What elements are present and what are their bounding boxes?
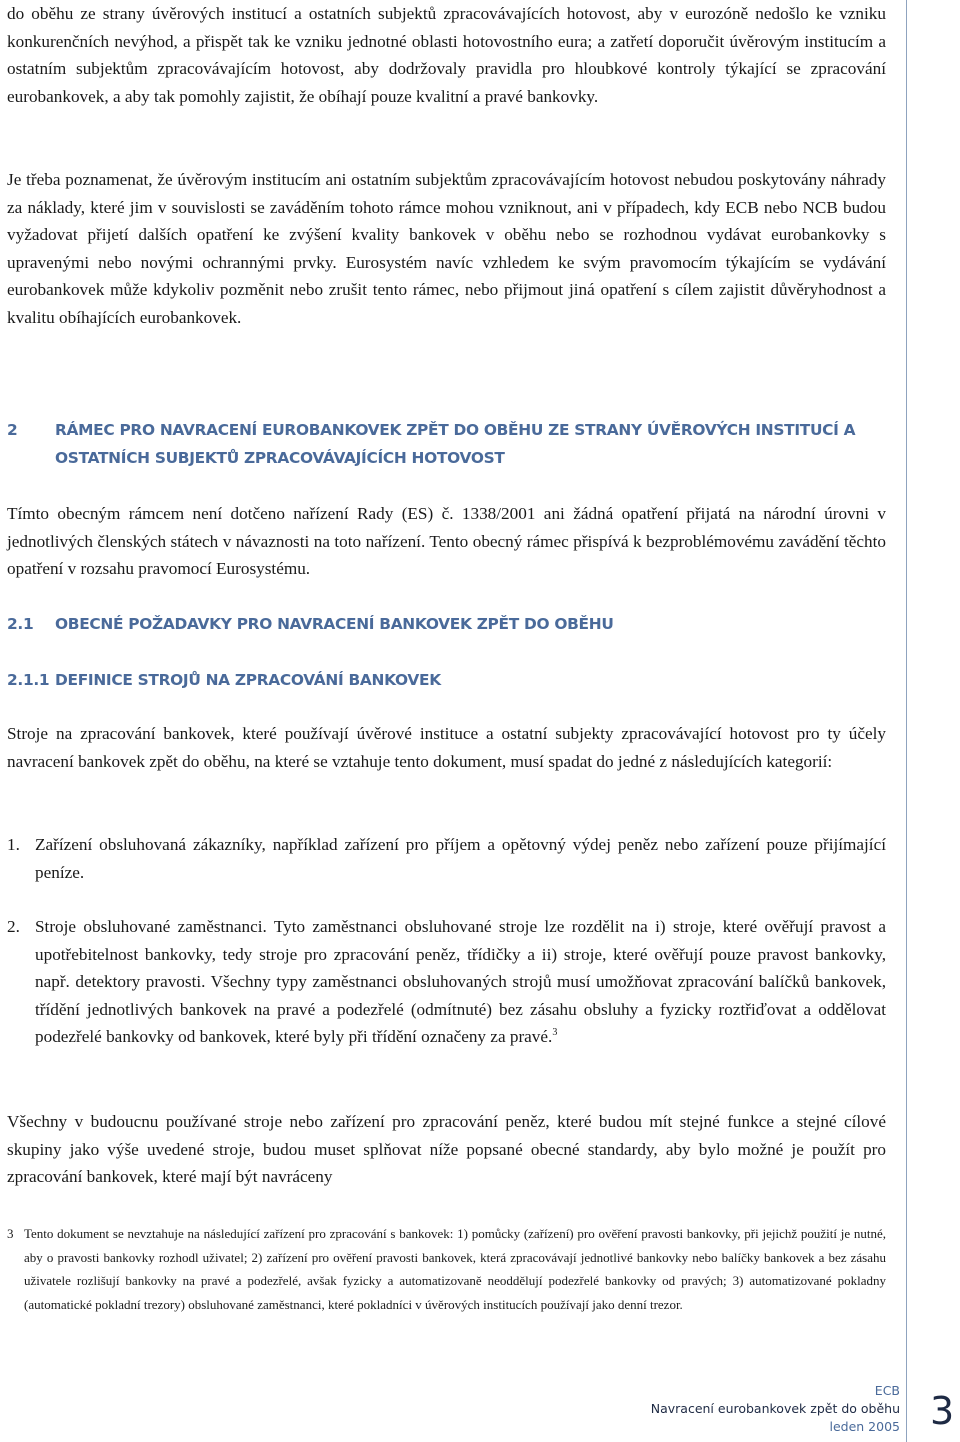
list-number: 1.	[7, 835, 20, 854]
list-item-2	[7, 913, 886, 1051]
footer-date: leden 2005	[829, 1419, 900, 1434]
footer-document-title: Navracení eurobankovek zpět do oběhu	[650, 1401, 900, 1416]
footer-org: ECB	[874, 1383, 900, 1398]
footnote-3	[7, 1222, 886, 1317]
section-heading-2	[7, 416, 886, 472]
paragraph-intro-continuation: do oběhu ze strany úvěrových institucí a ostatních subjektů zpracovávajících hotovost, aby v eurozóně nedošlo ke vzniku konkurenčních nevýhod, a přispět tak ke vzniku jednotné oblasti hotovostního eura; a zatřetí doporučit úvěrovým institucím a ostatním subjektům zpracovávajícím hotovost, aby dodržovaly pravidla pro hloubkové kontroly týkající se zpracování eurobankovek, a aby tak pomohly zajistit, že obíhají pouze kvalitní a pravé bankovky.	[7, 4, 886, 106]
section-number: 2	[7, 421, 18, 439]
list-number: 2.	[7, 917, 20, 936]
footnote-reference[interactable]: 3	[552, 1026, 558, 1038]
section-title: OBECNÉ POŽADAVKY PRO NAVRACENÍ BANKOVEK ZPĚT DO OBĚHU	[55, 615, 614, 633]
paragraph-compensation-note: Je třeba poznamenat, že úvěrovým institucím ani ostatním subjektům zpracovávajícím hotovost nebudou poskytovány náhrady za náklady, které jim v souvislosti se zaváděním tohoto rámce mohou vzniknout, ani v případech, kdy ECB nebo NCB budou vyžadovat přijetí dalších opatření ke zvýšení kvality bankovek v oběhu nebo se rozhodnou vydávat eurobankovky s upravenými nebo novými ochrannými prvky. Eurosystém navíc vzhledem ke svým pravomocím týkajícím se vydávání eurobankovek může kdykoliv pozměnit nebo zrušit tento rámec, nebo přijmout jiná opatření s cílem zajistit důvěryhodnost a kvalitu obíhajících eurobankovek.	[7, 170, 886, 327]
section-title: DEFINICE STROJŮ NA ZPRACOVÁNÍ BANKOVEK	[55, 671, 441, 689]
footnote-text: Tento dokument se nevztahuje na následující zařízení pro zpracování s bankovek: 1) pomůcky (zařízení) pro ověření pravosti bankovky, při jejichž použití je nutné, aby o pravosti bankovky rozhodl uživatel; 2) zařízení pro ověření pravosti bankovek, která zpracovávají jednotlivé bankovky nebo balíčky bankovek a bez zásahu uživatele rozlišují bankovky na pravé a podezřelé, avšak fyzicky a automatizovaně neoddělují podezřelé bankovky od pravých; 3) automatizované pokladny (automatické pokladní trezory) obsluhované zaměstnanci, které pokladníci v úvěrových institucích používají jako denní trezor.	[24, 1226, 886, 1313]
page-margin-rule	[906, 0, 907, 1442]
paragraph-machine-categories-intro: Stroje na zpracování bankovek, které používají úvěrové instituce a ostatní subjekty zpracovávající hotovost pro ty účely navracení bankovek zpět do oběhu, na které se vztahuje tento dokument, musí spadat do jedné z následujících kategorií:	[7, 724, 886, 771]
list-text: Stroje obsluhované zaměstnanci. Tyto zaměstnanci obsluhované stroje lze rozdělit na i) stroje, které ověřují pravost a upotřebitelnost bankovky, tedy stroje pro zpracování peněz, třídičky a ii) stroje, které ověřují pouze pravost bankovky, např. detektory pravosti. Všechny typy zaměstnanci obsluhovaných strojů musí umožňovat zpracování balíčků bankovek, třídění jednotlivých bankovek na pravé a podezřelé (odmítnuté) bez zásahu obsluhy a fyzicky roztřiďovat a oddělovat podezřelé bankovky od bankovek, které byly při třídění označeny za pravé.	[35, 917, 886, 1047]
section-number: 2.1	[7, 615, 34, 633]
section-title: RÁMEC PRO NAVRACENÍ EUROBANKOVEK ZPĚT DO OBĚHU ZE STRANY ÚVĚROVÝCH INSTITUCÍ A OSTATNÍCH SUBJEKTŮ ZPRACOVÁVAJÍCÍCH HOTOVOST	[55, 421, 856, 467]
list-text-wrapper	[35, 913, 886, 1051]
paragraph-regulation-note: Tímto obecným rámcem není dotčeno nařízení Rady (ES) č. 1338/2001 ani žádná opatření přijatá na národní úrovni v jednotlivých členských státech v návaznosti na toto nařízení. Tento obecný rámec přispívá k bezproblémovému zavádění těchto opatření v rozsahu pravomocí Eurosystému.	[7, 504, 886, 579]
page-footer	[651, 1382, 900, 1436]
list-item-1	[7, 831, 886, 886]
page-number: 3	[930, 1389, 955, 1433]
section-heading-2-1-1	[7, 666, 886, 694]
paragraph-future-machines: Všechny v budoucnu používané stroje nebo zařízení pro zpracování peněz, které budou mít stejné funkce a stejné cílové skupiny jako výše uvedené stroje, budou muset splňovat níže popsané obecné standardy, aby bylo možné je použít pro zpracování bankovek, které mají být navráceny	[7, 1112, 886, 1187]
section-heading-2-1	[7, 610, 886, 638]
footnote-number: 3	[7, 1226, 14, 1241]
section-number: 2.1.1	[7, 671, 50, 689]
list-text: Zařízení obsluhovaná zákazníky, například zařízení pro příjem a opětovný výdej peněz nebo zařízení pouze přijímající peníze.	[35, 835, 886, 882]
